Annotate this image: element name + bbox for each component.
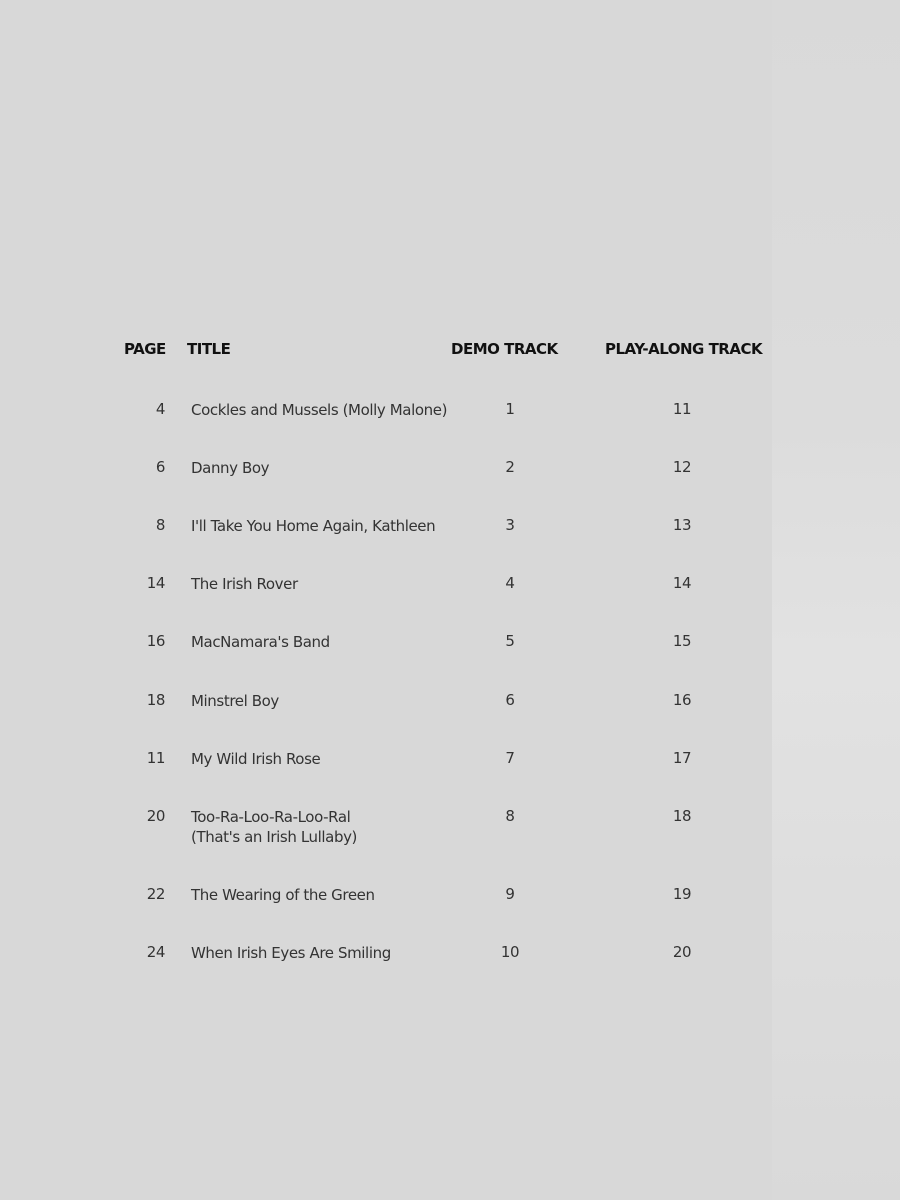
row-play-along-track: 18 — [672, 807, 692, 825]
header-page: PAGE — [124, 340, 166, 358]
row-title — [191, 885, 375, 905]
header-demo-track: DEMO TRACK — [451, 340, 558, 358]
row-demo-track: 4 — [505, 574, 515, 592]
row-title — [191, 749, 320, 769]
row-demo-track: 8 — [505, 807, 515, 825]
row-title-line: Danny Boy — [191, 459, 270, 477]
row-play-along-track: 19 — [672, 885, 692, 903]
row-title — [191, 807, 357, 847]
row-play-along-track: 12 — [672, 458, 692, 476]
row-demo-track: 9 — [505, 885, 515, 903]
row-page-number: 18 — [146, 691, 165, 709]
table-row — [0, 691, 900, 741]
row-page-number: 22 — [146, 885, 165, 903]
row-demo-track: 3 — [505, 516, 515, 534]
row-play-along-track: 16 — [672, 691, 692, 709]
row-play-along-track: 11 — [672, 400, 692, 418]
row-demo-track: 7 — [505, 749, 515, 767]
row-demo-track: 2 — [505, 458, 515, 476]
row-demo-track: 6 — [505, 691, 515, 709]
row-title — [191, 632, 330, 652]
row-title — [191, 516, 435, 536]
row-title — [191, 691, 279, 711]
row-title-line: Minstrel Boy — [191, 692, 279, 710]
row-title-line: Too-Ra-Loo-Ra-Loo-Ral — [191, 808, 351, 826]
row-page-number: 4 — [155, 400, 165, 418]
table-row — [0, 807, 900, 857]
row-title — [191, 943, 391, 963]
row-title-line: My Wild Irish Rose — [191, 750, 321, 768]
row-page-number: 24 — [146, 943, 165, 961]
row-title-line: Cockles and Mussels (Molly Malone) — [191, 401, 448, 419]
row-play-along-track: 15 — [672, 632, 692, 650]
row-title — [191, 400, 447, 420]
row-title-line: MacNamara's Band — [191, 633, 330, 651]
row-play-along-track: 20 — [672, 943, 692, 961]
row-title — [191, 458, 269, 478]
row-page-number: 20 — [146, 807, 165, 825]
row-play-along-track: 17 — [672, 749, 692, 767]
table-row — [0, 516, 900, 566]
row-page-number: 11 — [146, 749, 165, 767]
row-play-along-track: 13 — [672, 516, 692, 534]
table-row — [0, 458, 900, 508]
row-play-along-track: 14 — [672, 574, 692, 592]
row-title-line: The Irish Rover — [191, 575, 298, 593]
table-row — [0, 632, 900, 682]
row-page-number: 8 — [155, 516, 165, 534]
table-row — [0, 885, 900, 935]
row-demo-track: 5 — [505, 632, 515, 650]
header-play-along-track: PLAY-ALONG TRACK — [605, 340, 763, 358]
row-page-number: 14 — [146, 574, 165, 592]
table-row — [0, 400, 900, 450]
row-page-number: 16 — [146, 632, 165, 650]
row-title-line: I'll Take You Home Again, Kathleen — [191, 517, 436, 535]
row-page-number: 6 — [155, 458, 165, 476]
row-title-line: The Wearing of the Green — [191, 886, 375, 904]
row-demo-track: 10 — [500, 943, 520, 961]
table-row — [0, 943, 900, 993]
row-title — [191, 574, 298, 594]
row-demo-track: 1 — [505, 400, 515, 418]
row-title-line: When Irish Eyes Are Smiling — [191, 944, 391, 962]
header-title: TITLE — [187, 340, 231, 358]
row-title-line: (That's an Irish Lullaby) — [191, 828, 357, 846]
table-row — [0, 749, 900, 799]
table-row — [0, 574, 900, 624]
